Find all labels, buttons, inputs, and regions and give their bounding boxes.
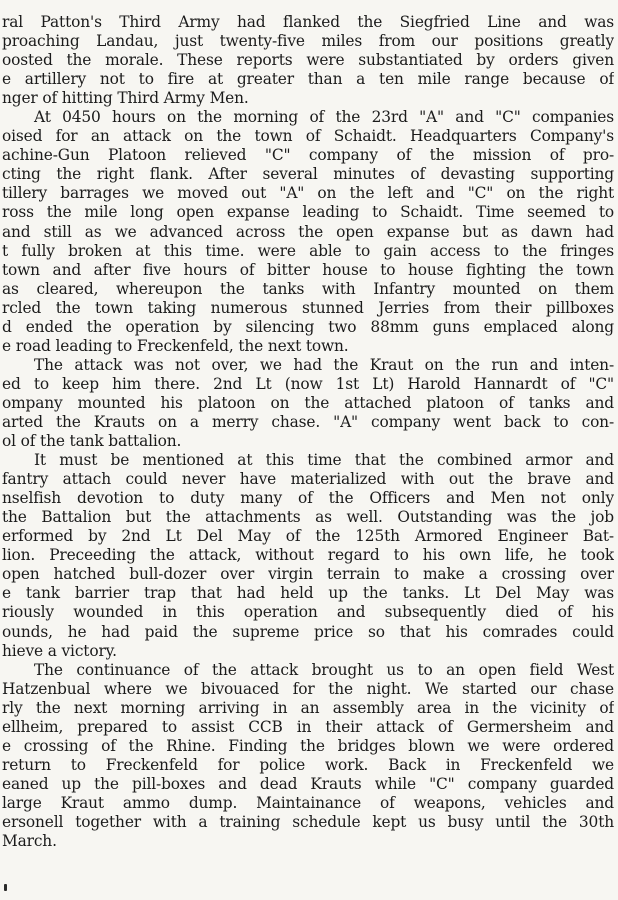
text-line: The continuance of the attack brought us to an open field West [34,660,614,679]
text-line: e tank barrier trap that had held up the tanks. Lt Del May was [2,584,614,603]
text-line: town and after five hours of bitter house to house fighting the town [2,260,614,279]
text-line: e road leading to Freckenfeld, the next town. [2,336,349,355]
text-line: e artillery not to fire at greater than a ten mile range because of [2,70,614,89]
body-text [2,13,614,851]
text-line: nselfish devotion to duty many of the Officers and Men not only [2,489,614,508]
text-line: cting the right flank. After several minutes of devasting supporting [2,165,614,184]
text-line: tillery barrages we moved out "A" on the left and "C" on the right [2,184,614,203]
text-line: At 0450 hours on the morning of the 23rd "A" and "C" companies [34,108,614,127]
text-line: and still as we advanced across the open expanse but as dawn had [2,222,614,241]
text-line: oised for an attack on the town of Schaidt. Headquarters Company's [2,127,614,146]
text-line: rly the next morning arriving in an assembly area in the vicinity of [2,698,614,717]
text-line: ol of the tank battalion. [2,432,182,451]
text-line: ounds, he had paid the supreme price so that his comrades could [2,622,614,641]
text-line: open hatched bull-dozer over virgin terrain to make a crossing over [2,565,614,584]
text-line: t fully broken at this time. were able to gain access to the fringes [2,241,614,260]
text-line: rcled the town taking numerous stunned Jerries from their pillboxes [2,298,614,317]
text-line: March. [2,832,57,851]
text-line: riously wounded in this operation and subsequently died of his [2,603,614,622]
text-line: proaching Landau, just twenty-five miles from our positions greatly [2,32,614,51]
text-line: eaned up the pill-boxes and dead Krauts while "C" company guarded [2,774,614,793]
text-line: d ended the operation by silencing two 88mm guns emplaced along [2,317,614,336]
text-line: oosted the morale. These reports were substantiated by orders given [2,51,614,70]
text-line: fantry attach could never have materialized with out the brave and [2,470,614,489]
text-line: achine-Gun Platoon relieved "C" company of the mission of pro- [2,146,614,165]
text-line: erformed by 2nd Lt Del May of the 125th Armored Engineer Bat- [2,527,614,546]
page-speck [4,884,7,891]
text-line: arted the Krauts on a merry chase. "A" company went back to con- [2,412,614,431]
text-line: ellheim, prepared to assist CCB in their attack of Germersheim and [2,717,614,736]
text-line: ross the mile long open expanse leading to Schaidt. Time seemed to [2,203,614,222]
text-line: hieve a victory. [2,641,117,660]
text-line: ersonell together with a training schedule kept us busy until the 30th [2,812,614,831]
text-line: return to Freckenfeld for police work. Back in Freckenfeld we [2,755,614,774]
text-line: nger of hitting Third Army Men. [2,89,249,108]
text-line: lion. Preceeding the attack, without regard to his own life, he took [2,546,614,565]
text-line: ompany mounted his platoon on the attached platoon of tanks and [2,393,614,412]
text-line: e crossing of the Rhine. Finding the bridges blown we were ordered [2,736,614,755]
text-line: ed to keep him there. 2nd Lt (now 1st Lt) Harold Hannardt of "C" [2,374,614,393]
text-line: ral Patton's Third Army had flanked the Siegfried Line and was [2,13,614,31]
text-line: large Kraut ammo dump. Maintainance of weapons, vehicles and [2,793,614,812]
text-line: the Battalion but the attachments as well. Outstanding was the job [2,508,614,527]
text-line: Hatzenbual where we bivouaced for the night. We started our chase [2,679,614,698]
text-line: as cleared, whereupon the tanks with Infantry mounted on them [2,279,614,298]
text-line: It must be mentioned at this time that the combined armor and [34,451,614,470]
text-line: The attack was not over, we had the Kraut on the run and inten- [34,355,614,374]
